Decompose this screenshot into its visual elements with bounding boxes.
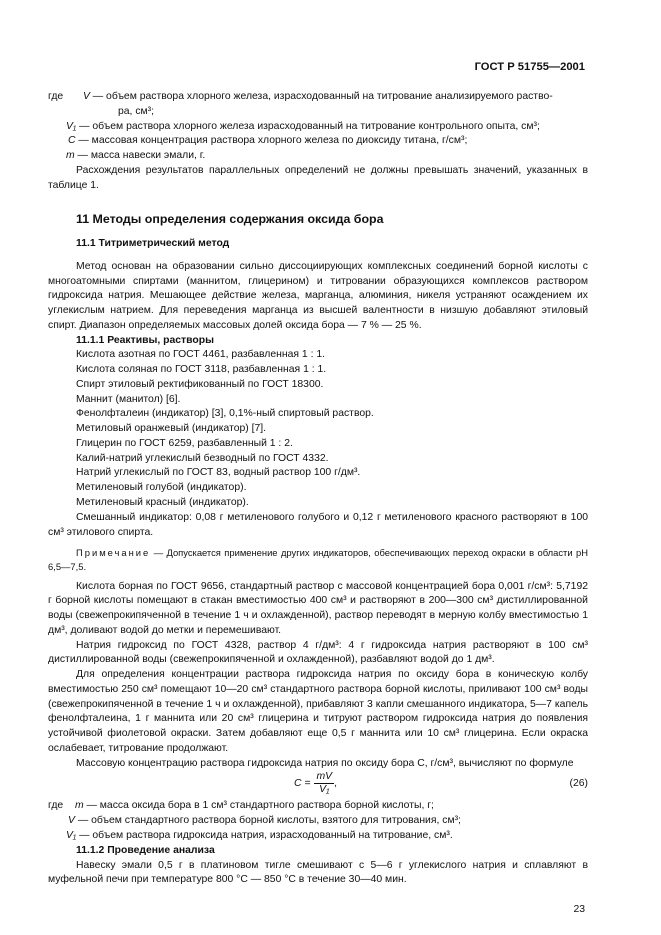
definition-line bbox=[48, 799, 588, 814]
formula-tail: , bbox=[334, 777, 337, 789]
definition-line bbox=[48, 90, 588, 105]
section-heading-11-1-1: 11.1.1 Реактивы, растворы bbox=[76, 334, 214, 346]
definition-text: — объем стандартного раствора борной кислоты, взятого для титрования, см³; bbox=[74, 815, 461, 827]
definition-line bbox=[48, 149, 588, 164]
reagents-list bbox=[48, 348, 588, 510]
paragraph-method: Метод основан на образовании сильно диссоциирующих комплексных соединений борной кислоты с многоатомными спиртами (маннитом, глицерином) и титровании образующихся комплексов раствором гидроксида натрия. Мешающее действие железа, марганца, алюминия, никеля устраняют осаждением их углекислым натрием. Для переведения марганца из высшей валентности в низшую добавляют этиловый спирт. Диапазон определяемых массовых долей оксида бора — 7 % — 25 %. bbox=[48, 260, 588, 331]
formula-26 bbox=[48, 771, 588, 799]
definition-text: ра, см³; bbox=[118, 105, 155, 117]
definition-symbol: V₁ bbox=[66, 830, 77, 842]
definition-symbol: m bbox=[66, 150, 75, 162]
formula-denominator: V₁ bbox=[319, 783, 330, 795]
list-item: Спирт этиловый ректификованный по ГОСТ 18300. bbox=[76, 378, 324, 390]
section-heading-11-1: 11.1 Титриметрический метод bbox=[76, 237, 230, 249]
definition-symbol: V₁ bbox=[66, 120, 77, 132]
definition-line bbox=[48, 105, 588, 120]
definition-text: — массовая концентрация раствора хлорного железа по диоксиду титана, г/см³; bbox=[75, 135, 468, 147]
definition-text: — масса навески эмали, г. bbox=[74, 150, 206, 162]
definition-line bbox=[48, 134, 588, 149]
list-item: Метиловый оранжевый (индикатор) [7]. bbox=[76, 423, 267, 435]
definition-line bbox=[48, 120, 588, 135]
definition-symbol: V bbox=[68, 815, 75, 827]
definition-line bbox=[48, 814, 588, 829]
definitions-block-2 bbox=[48, 799, 588, 843]
definition-lead: где bbox=[48, 800, 64, 812]
definition-text: — объем раствора хлорного железа израсходованный на титрование контрольного опыта, см³; bbox=[76, 120, 540, 132]
paragraph-concentration: Для определения концентрации раствора гидроксида натрия по оксиду бора в коническую колбу вместимостью 250 см³ помещают 10—20 см³ стандартного раствора борной кислоты, приливают 100 см³ воды (свежепрокипяченной в течение 1 ч и охлажденной), прибавляют 3 капли смешанного индикатора, 5—7 капель фенолфталеина, 1 г маннита или 20 см³ глицерина и титруют раствором гидроксида натрия до появления устойчивой фиолетовой окраски. Затем добавляют еще 0,5 г маннита или 10 см³ глицерина. Если окраска ослабевает, титрование продолжают. bbox=[48, 669, 588, 754]
note bbox=[48, 546, 588, 573]
section-heading-11: 11 Методы определения содержания оксида бора bbox=[76, 212, 384, 227]
paragraph-naoh: Натрия гидроксид по ГОСТ 4328, раствор 4 г/дм³: 4 г гидроксида натрия растворяют в 100 см³ дистиллированной воды (свежепрокипяченной и охлажденной), разбавляют водой до 1 дм³. bbox=[48, 639, 588, 666]
document-standard-number: ГОСТ Р 51755—2001 bbox=[474, 61, 585, 73]
paragraph-analysis: Навеску эмали 0,5 г в платиновом тигле смешивают с 5—6 г углекислого натрия и сплавляют в муфельной печи при температуре 800 °C — 850 °C в течение 30—40 мин. bbox=[48, 859, 588, 886]
formula-number: (26) bbox=[569, 778, 588, 790]
formula-expression bbox=[294, 771, 337, 796]
definition-text: — масса оксида бора в 1 см³ стандартного раствора борной кислоты, г; bbox=[83, 800, 434, 812]
list-item: Фенолфталеин (индикатор) [3], 0,1%-ный спиртовый раствор. bbox=[76, 408, 374, 420]
list-item: Маннит (манитол) [6]. bbox=[76, 393, 181, 405]
paragraph-discrepancy: Расхождения результатов параллельных определений не должны превышать значений, указанных в таблице 1. bbox=[48, 164, 588, 191]
formula-lhs: C = bbox=[294, 777, 311, 789]
definitions-block-1 bbox=[48, 90, 588, 164]
list-item: Метиленовый красный (индикатор). bbox=[76, 496, 249, 508]
definition-symbol: C bbox=[68, 135, 76, 147]
definition-symbol: V bbox=[82, 91, 90, 102]
paragraph-mixed-indicator: Смешанный индикатор: 0,08 г метиленового голубого и 0,12 г метиленового красного растворяют в 100 см³ этилового спирта. bbox=[48, 511, 588, 538]
formula-fraction bbox=[314, 771, 334, 796]
definition-lead: где bbox=[48, 91, 64, 102]
section-heading-11-1-2: 11.1.2 Проведение анализа bbox=[76, 844, 215, 856]
definition-text: — объем раствора хлорного железа, израсходованный на титрование анализируемого раство- bbox=[89, 91, 553, 102]
paragraph-boric-acid: Кислота борная по ГОСТ 9656, стандартный раствор с массовой концентрацией бора 0,001 г/см³: 5,7192 г борной кислоты помещают в стакан вместимостью 400 см³ и растворяют в 200—300 см³ дистиллированной воды (свежепрокипяченной в течение 1 ч и охлажденной), раствор переводят в мерную колбу вместимостью 1 дм³, доливают водой до метки и перемешивают. bbox=[48, 580, 588, 636]
note-text: — Допускается применение других индикаторов, обеспечивающих переход окраски в области рН 6,5—7,5. bbox=[48, 547, 588, 572]
definition-text: — объем раствора гидроксида натрия, израсходованный на титрование, см³. bbox=[76, 830, 453, 842]
definition-symbol: m bbox=[74, 800, 84, 812]
list-item: Метиленовый голубой (индикатор). bbox=[76, 482, 247, 494]
paragraph-mass-concentration: Массовую концентрацию раствора гидроксида натрия по оксиду бора C, г/см³, вычисляют по формуле bbox=[76, 757, 574, 769]
formula-numerator: mV bbox=[316, 771, 333, 783]
list-item: Калий-натрий углекислый безводный по ГОСТ 4332. bbox=[76, 452, 329, 464]
page-number: 23 bbox=[573, 904, 585, 915]
note-label: Примечание bbox=[76, 547, 151, 559]
definition-line bbox=[48, 829, 588, 844]
page-body bbox=[48, 90, 588, 888]
list-item: Кислота соляная по ГОСТ 3118, разбавленная 1 : 1. bbox=[76, 364, 327, 376]
list-item: Глицерин по ГОСТ 6259, разбавленный 1 : 2. bbox=[76, 437, 293, 449]
list-item: Натрий углекислый по ГОСТ 83, водный раствор 100 г/дм³. bbox=[76, 467, 361, 479]
list-item: Кислота азотная по ГОСТ 4461, разбавленная 1 : 1. bbox=[76, 349, 326, 361]
